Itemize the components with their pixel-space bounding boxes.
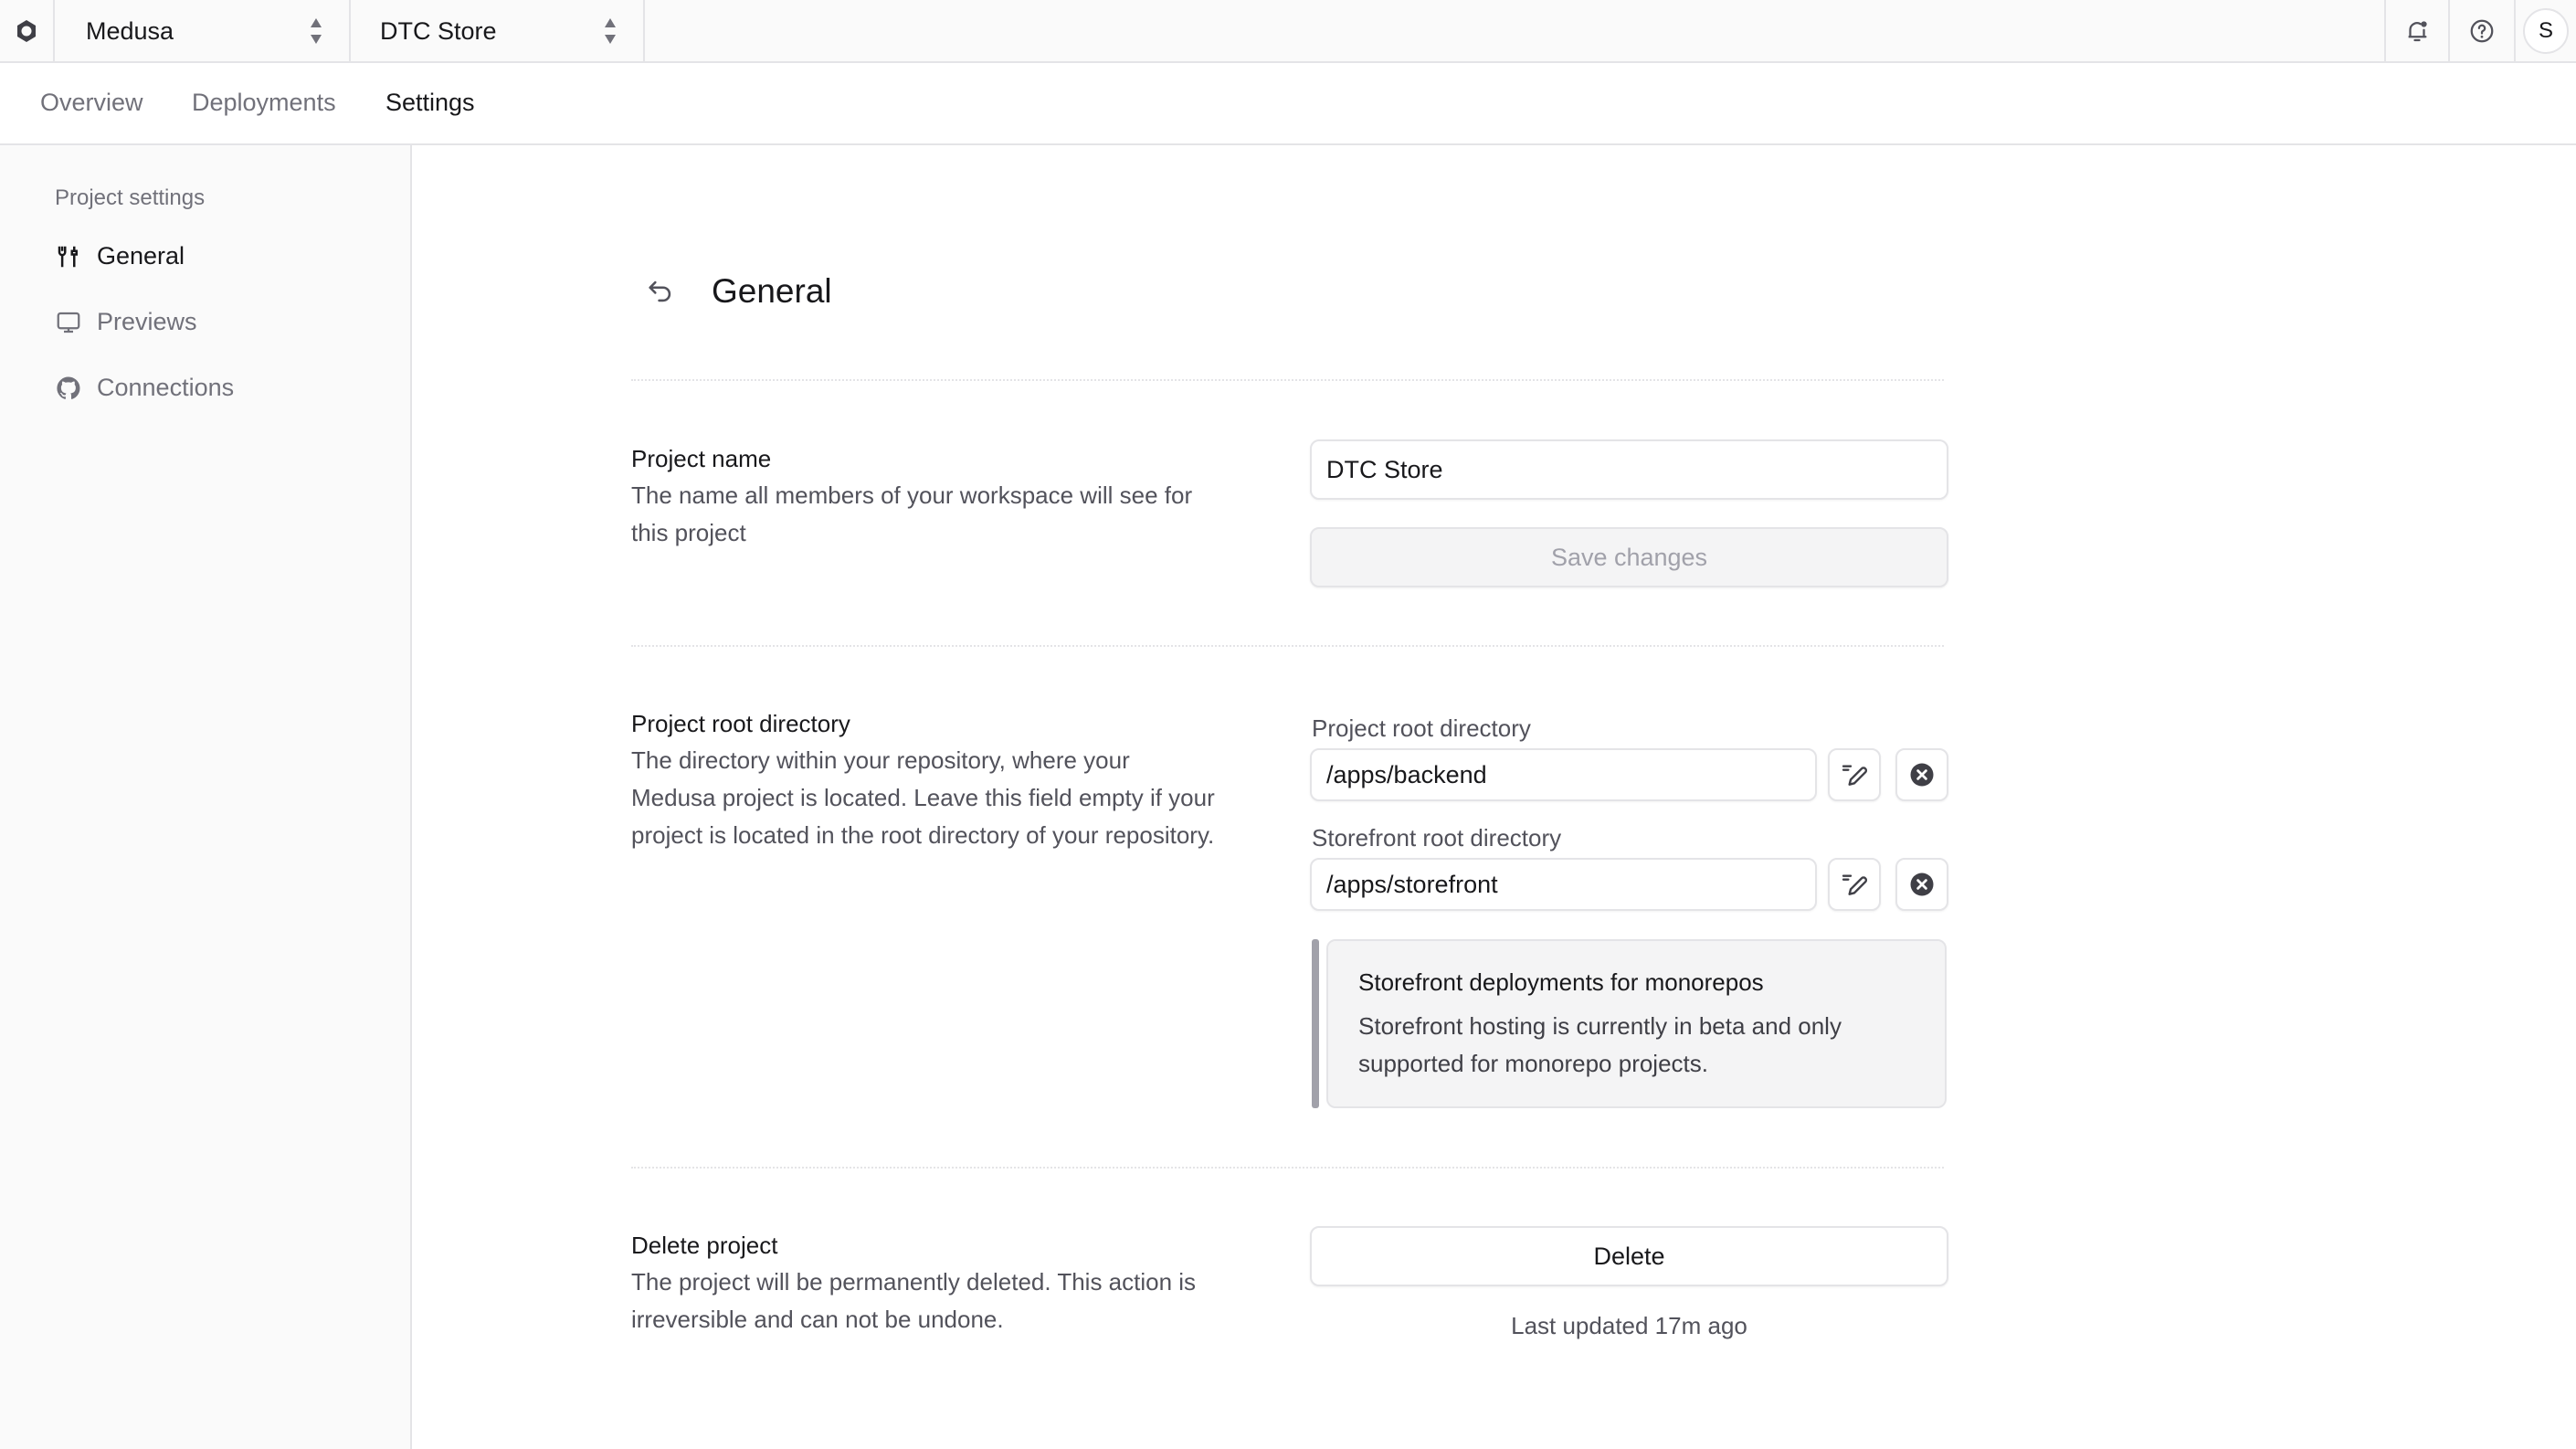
project-root-field-label: Project root directory (1312, 714, 1531, 742)
org-name: Medusa (86, 16, 174, 45)
callout-accent-bar (1312, 939, 1319, 1108)
project-name: DTC Store (380, 16, 497, 45)
clear-x-circle-icon (1908, 761, 1936, 788)
logo[interactable] (0, 0, 55, 62)
storefront-root-input[interactable]: /apps/storefront (1310, 858, 1817, 911)
sidebar-item-general[interactable] (55, 242, 185, 270)
edit-project-root-button[interactable] (1828, 748, 1881, 801)
root-dir-desc: project is located in the root directory of your repository. (631, 821, 1215, 849)
clear-storefront-root-button[interactable] (1895, 858, 1948, 911)
root-dir-label: Project root directory (631, 710, 850, 737)
storefront-callout (1326, 939, 1947, 1108)
sidebar-item-label: Connections (97, 374, 235, 401)
chevron-up-down-icon (309, 16, 323, 46)
divider (631, 379, 1944, 381)
sidebar-item-label: Previews (97, 308, 197, 335)
github-icon (55, 375, 82, 402)
org-selector[interactable] (55, 0, 351, 62)
medusa-logo-icon (14, 18, 39, 44)
callout-text: supported for monorepo projects. (1358, 1050, 1708, 1077)
project-root-input[interactable]: /apps/backend (1310, 748, 1817, 801)
project-tabs (0, 63, 2576, 145)
delete-project-label: Delete project (631, 1232, 778, 1259)
tools-icon (55, 243, 82, 270)
sidebar-item-connections[interactable] (55, 374, 234, 402)
clear-x-circle-icon (1908, 871, 1936, 898)
root-dir-desc: Medusa project is located. Leave this field empty if your (631, 784, 1215, 811)
delete-button[interactable]: Delete (1310, 1226, 1948, 1286)
avatar: S (2523, 8, 2569, 54)
page-title: General (712, 272, 832, 310)
delete-project-desc: irreversible and can not be undone. (631, 1306, 1004, 1333)
help-button[interactable] (2450, 0, 2516, 62)
top-bar (0, 0, 2576, 63)
user-menu[interactable] (2516, 0, 2576, 62)
chevron-up-down-icon (603, 16, 618, 46)
divider (631, 645, 1944, 647)
delete-project-desc: The project will be permanently deleted. This action is (631, 1268, 1197, 1296)
last-updated-text: Last updated 17m ago (1511, 1312, 1747, 1339)
clear-project-root-button[interactable] (1895, 748, 1948, 801)
tab-settings[interactable]: Settings (385, 89, 475, 116)
sidebar-item-label: General (97, 242, 185, 270)
callout-title: Storefront deployments for monorepos (1358, 968, 1764, 996)
bell-icon (2403, 17, 2431, 45)
notifications-button[interactable] (2384, 0, 2450, 62)
root-dir-desc: The directory within your repository, where your (631, 746, 1130, 774)
divider (631, 1167, 1944, 1169)
edit-pencil-icon (1840, 760, 1869, 789)
edit-storefront-root-button[interactable] (1828, 858, 1881, 911)
settings-sidebar (0, 145, 412, 1449)
tab-overview[interactable]: Overview (40, 89, 143, 116)
project-name-desc: this project (631, 519, 746, 546)
project-name-label: Project name (631, 445, 772, 472)
project-selector[interactable] (351, 0, 645, 62)
sidebar-heading: Project settings (55, 185, 206, 210)
edit-pencil-icon (1840, 870, 1869, 899)
sidebar-item-previews[interactable] (55, 308, 197, 336)
back-icon[interactable] (645, 276, 676, 307)
storefront-root-field-label: Storefront root directory (1312, 824, 1562, 851)
project-name-input[interactable]: DTC Store (1310, 439, 1948, 500)
callout-text: Storefront hosting is currently in beta and only (1358, 1012, 1842, 1040)
project-name-desc: The name all members of your workspace will see for (631, 481, 1193, 509)
save-changes-button[interactable]: Save changes (1310, 527, 1948, 587)
monitor-icon (55, 309, 82, 336)
help-icon (2468, 17, 2496, 45)
tab-deployments[interactable]: Deployments (192, 89, 336, 116)
